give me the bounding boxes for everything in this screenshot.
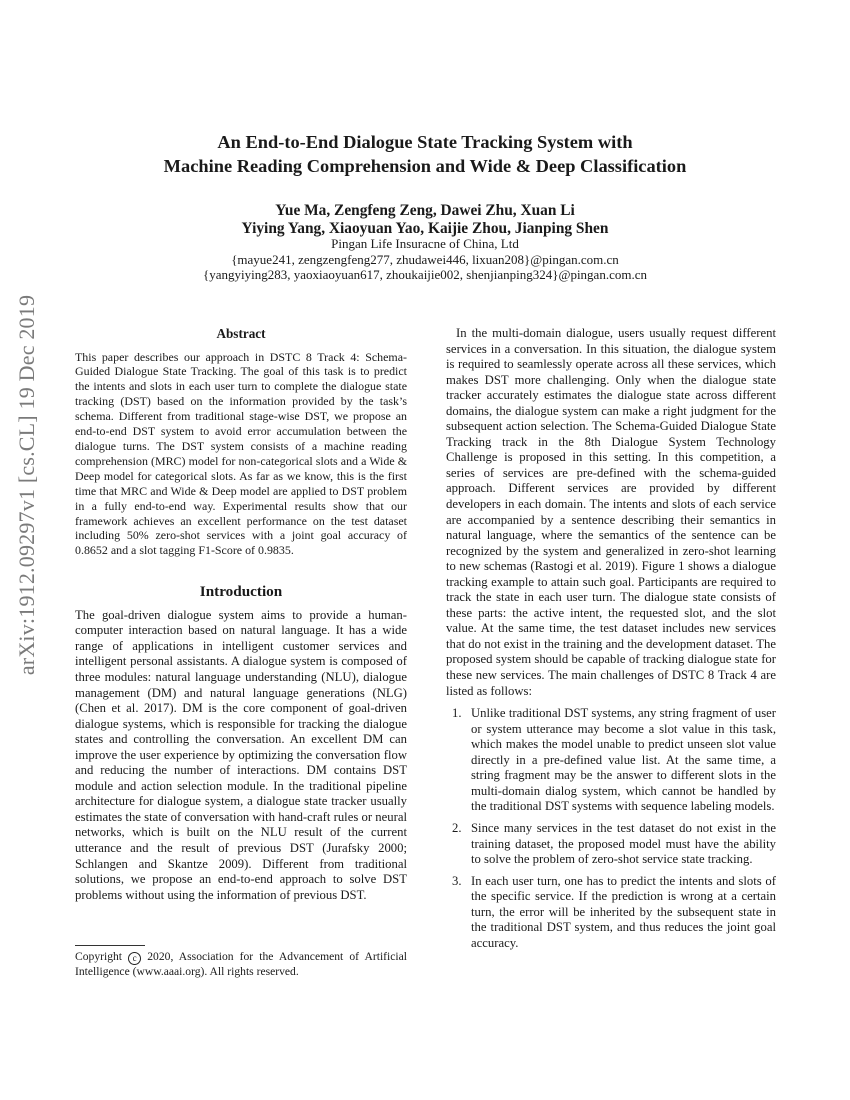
- copyright-text-block: [75, 950, 407, 980]
- copyright-prefix: Copyright: [75, 950, 123, 963]
- list-item: [446, 874, 776, 952]
- list-item-text: Unlike traditional DST systems, any string fragment of user or system utterance may become a slot value in this task, which makes the model unable to predict unseen slot value directly in a pre-defined value list. At the same time, a string fragment may be the answer to different slots in the multi-domain dialog system, which cannot be handled by the traditional DST systems with sequence labeling models.: [471, 706, 776, 814]
- footnote-rule: [75, 945, 145, 946]
- introduction-paragraph: The goal-driven dialogue system aims to provide a human-computer interaction based on natural language. It has a wide range of applications in intelligent customer services and intelligent personal assistants. A dialogue system is composed of three modules: natural language understanding (NLU), dialogue management (DM) and natural language generations (NLG) (Chen et al. 2017). DM is the core component of goal-driven dialogue systems, which is responsible for tracking the dialogue states and controlling the conversation. An excellent DM can improve the user experience by optimizing the conversation flow and reducing the number of interactions. DM contains DST module and action selection module. In the traditional pipeline architecture for dialogue system, a dialogue state tracker usually estimates the state of conversation with hand-craft rules or neural networks, which is built on the NLU result of the current utterance and the result of previous DST (Jurafsky 2000; Schlangen and Skantze 2009). Different from traditional solutions, we propose an end-to-end approach to solve DST problems without using the information of previous DST.: [75, 607, 407, 902]
- list-item-text: In each user turn, one has to predict the intents and slots of the specific service. If the prediction is wrong at a certain turn, the error will be inherited by the subsequent state in the traditional DST system, and thus reduces the joint goal accuracy.: [471, 873, 776, 950]
- arxiv-identifier: arXiv:1912.09297v1 [cs.CL] 19 Dec 2019: [14, 294, 39, 676]
- list-item-text: Since many services in the test dataset do not exist in the training dataset, the proposed model must have the ability to solve the problem of zero-shot service state tracking.: [471, 820, 776, 867]
- arxiv-stamp: [2, 294, 52, 676]
- affiliation: Pingan Life Insuracne of China, Ltd: [331, 236, 519, 251]
- list-number: 2.: [452, 820, 462, 835]
- list-number: 3.: [452, 873, 462, 888]
- copyright-footnote: [75, 945, 407, 980]
- left-column: [75, 326, 407, 903]
- affiliation-block: [60, 236, 790, 283]
- authors-line-2: Yiying Yang, Xiaoyuan Yao, Kaijie Zhou, Jianping Shen: [241, 220, 609, 237]
- copyright-notice: 2020, Association for the Advancement of Artificial Intelligence (www.aaai.org). All rights reserved.: [75, 950, 407, 978]
- abstract-body: This paper describes our approach in DSTC 8 Track 4: Schema-Guided Dialogue State Tracking. The goal of this task is to predict the intents and slots in each user turn to complete the dialogue state tracking (DST) based on the information provided by the task’s schema. Different from traditional stage-wise DST, we propose an end-to-end DST system to avoid error accumulation between the dialogue turns. The DST system consists of a machine reading comprehension (MRC) model for non-categorical slots and a Wide & Deep model for categorical slots. As far as we know, this is the first time that MRC and Wide & Deep model are applied to DST problem in a fully end-to-end way. Experimental results show that our framework achieves an excellent performance on the test dataset including 50% zero-shot services with a joint goal accuracy of 0.8652 and a slot tagging F1-Score of 0.9835.: [75, 349, 407, 558]
- emails-line-1: {mayue241, zengzengfeng277, zhudawei446, lixuan208}@pingan.com.cn: [231, 251, 619, 267]
- challenges-list: [446, 706, 776, 951]
- intro-continued-paragraph: In the multi-domain dialogue, users usually request different services in a conversation. In this situation, the dialogue system is required to seamlessly operate across all these services, which makes DST more challenging. Only when the dialogue state tracker accurately estimates the dialogue state across different domains, the dialogue system can make a right judgment for the subsequent action selection. The Schema-Guided Dialogue State Tracking track in the 8th Dialogue System Technology Challenge is proposed in this setting. In this competition, a series of services are pre-defined with the schema-guided approach. Different services are provided by different developers in each domain. The intents and slots of each service are accompanied by a sentence describing their semantics in natural language, where the semantics of the sentence can be recognized by the system and generalized in zero-shot learning to new schemas (Rastogi et al. 2019). Figure 1 shows a dialogue tracking example to attain such goal. Participants are required to track the state in each user turn. The dialogue state consists of these parts: the active intent, the requested slot, and the slot value. At the same time, the test dataset includes new services that do not exist in the training and the development dataset. The proposed system should be capable of tracking dialogue state for these new services. The main challenges of DSTC 8 Track 4 are listed as follows:: [446, 326, 776, 698]
- copyright-symbol: c: [128, 952, 141, 965]
- list-item: [446, 821, 776, 868]
- introduction-heading: Introduction: [199, 583, 283, 601]
- emails-line-2: {yangyiying283, yaoxiaoyuan617, zhoukaijie002, shenjianping324}@pingan.com.cn: [203, 267, 647, 282]
- abstract-heading: Abstract: [216, 326, 266, 341]
- paper-title: [60, 130, 790, 178]
- title-line-1: An End-to-End Dialogue State Tracking System with: [217, 132, 633, 152]
- list-number: 1.: [452, 706, 462, 721]
- authors-line-1: Yue Ma, Zengfeng Zeng, Dawei Zhu, Xuan Li: [275, 202, 575, 219]
- right-column: [446, 326, 776, 957]
- list-item: [446, 706, 776, 815]
- author-list: [60, 202, 790, 238]
- title-line-2: Machine Reading Comprehension and Wide & Deep Classification: [163, 156, 687, 176]
